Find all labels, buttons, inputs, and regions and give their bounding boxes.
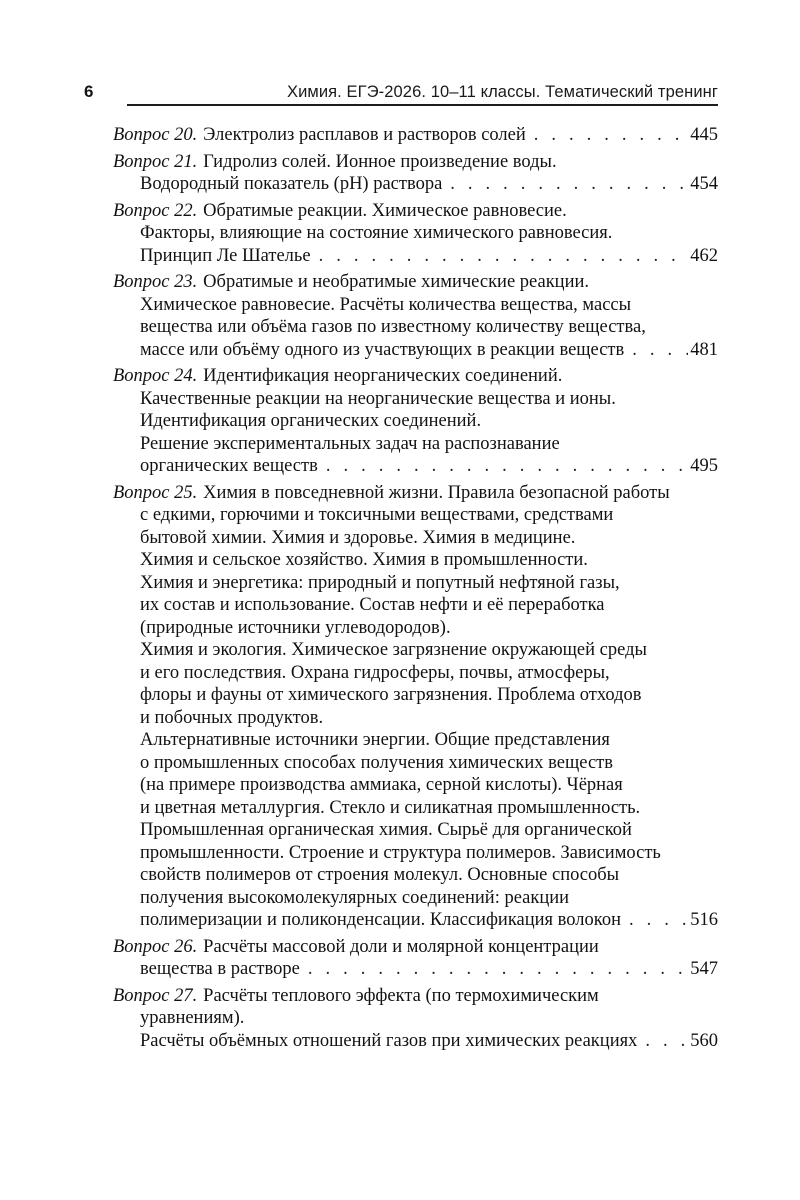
entry-text — [140, 339, 624, 362]
toc-line — [113, 797, 718, 820]
entry-line-text: и цветная металлургия. Стекло и силикатная промышленность. — [140, 797, 641, 818]
entry-text — [140, 685, 642, 705]
entry-text — [140, 618, 451, 638]
entry-text — [140, 775, 623, 795]
entry-line-text: Идентификация неорганических соединений. — [203, 366, 563, 386]
entry-label: Вопрос 26. — [113, 936, 198, 957]
toc-line — [113, 549, 718, 572]
entry-text — [140, 1008, 244, 1028]
entry-text — [140, 663, 610, 683]
toc-line — [113, 572, 718, 595]
entry-line-text: массе или объёму одного из участвующих в реакции веществ — [140, 339, 625, 360]
toc-entry — [113, 151, 718, 196]
toc-line — [113, 729, 718, 752]
entry-line-text: Принцип Ле Шателье — [140, 245, 311, 266]
entry-text — [113, 366, 562, 386]
toc-line — [113, 594, 718, 617]
entry-text — [140, 888, 569, 908]
toc-line — [113, 151, 718, 174]
entry-text — [140, 411, 481, 431]
entry-text — [140, 958, 300, 981]
toc-line — [113, 958, 718, 981]
toc-line — [113, 842, 718, 865]
entry-text — [140, 753, 613, 773]
entry-text — [113, 986, 599, 1006]
toc-line — [113, 365, 718, 388]
entry-line-text: органических веществ — [140, 456, 318, 476]
entry-line-text: (природные источники углеводородов). — [140, 617, 451, 638]
header-rule — [127, 104, 718, 106]
toc-line — [113, 662, 718, 685]
entry-line-text: Качественные реакции на неорганические вещества и ионы. — [140, 388, 616, 409]
entry-line-text: полимеризации и поликонденсации. Классификация волокон — [140, 910, 621, 930]
entry-text — [140, 550, 588, 570]
toc-line — [113, 864, 718, 887]
entry-label: Вопрос 20. — [113, 125, 198, 145]
entry-line-text: их состав и использование. Состав нефти и её переработка — [140, 595, 605, 615]
entry-text — [140, 505, 613, 525]
entry-label: Вопрос 25. — [113, 482, 198, 503]
entry-line-text: бытовой химии. Химия и здоровье. Химия в медицине. — [140, 527, 576, 548]
toc-line — [113, 1007, 718, 1030]
toc-line — [113, 639, 718, 662]
entry-line-text: Расчёты теплового эффекта (по термохимическим — [203, 985, 599, 1006]
entry-text — [113, 152, 557, 172]
entry-text — [140, 909, 621, 932]
entry-line-text: вещества или объёма газов по известному количеству вещества, — [140, 317, 646, 337]
entry-text — [140, 1030, 637, 1053]
entry-line-text: и побочных продуктов. — [140, 707, 324, 728]
entry-line-text: свойств полимеров от строения молекул. Основные способы — [140, 865, 620, 885]
entry-page-number: 481 — [690, 339, 718, 360]
entry-text — [140, 865, 619, 885]
entry-text — [140, 640, 647, 660]
toc-line — [113, 819, 718, 842]
entry-line-text: и его последствия. Охрана гидросферы, почвы, атмосферы, — [140, 662, 610, 683]
entry-page-number: 547 — [690, 959, 718, 979]
page-number: 6 — [84, 82, 94, 101]
entry-label: Вопрос 27. — [113, 985, 198, 1006]
toc-line — [113, 887, 718, 910]
entry-text — [140, 245, 311, 268]
entry-text — [113, 272, 589, 292]
toc-entry — [113, 985, 718, 1053]
toc-entry — [113, 200, 718, 268]
entry-line-text: уравнениям). — [140, 1008, 245, 1028]
dot-leader — [629, 909, 688, 932]
entry-label: Вопрос 23. — [113, 272, 198, 292]
entry-line-text: Обратимые реакции. Химическое равновесие. — [203, 200, 567, 221]
toc-entry — [113, 271, 718, 361]
entry-text — [140, 389, 616, 409]
entry-line-text: Химическое равновесие. Расчёты количества вещества, массы — [140, 294, 632, 315]
dot-leader — [319, 245, 689, 268]
toc-line — [113, 707, 718, 730]
dot-leader — [632, 339, 688, 362]
toc-line — [113, 482, 718, 505]
running-title: Химия. ЕГЭ-2026. 10–11 классы. Тематический тренинг — [286, 83, 718, 101]
toc-line — [113, 294, 718, 317]
entry-text — [140, 595, 605, 615]
toc-line — [113, 433, 718, 456]
entry-page-number: 445 — [690, 125, 718, 145]
entry-text — [140, 317, 646, 337]
dot-leader — [645, 1030, 688, 1053]
toc-line — [113, 752, 718, 775]
toc-line — [113, 173, 718, 196]
entry-line-text: Электролиз расплавов и растворов солей — [203, 125, 526, 145]
dot-leader — [326, 455, 688, 478]
entry-label: Вопрос 21. — [113, 151, 198, 172]
entry-page-number: 454 — [690, 174, 718, 194]
toc-line — [113, 339, 718, 362]
toc-line — [113, 617, 718, 640]
entry-line-text: Альтернативные источники энергии. Общие представления — [140, 730, 610, 750]
entry-line-text: Химия и энергетика: природный и попутный нефтяной газы, — [140, 572, 620, 593]
toc-line — [113, 774, 718, 797]
table-of-contents — [113, 124, 718, 1052]
toc-entry — [113, 124, 718, 147]
toc-line — [113, 936, 718, 959]
entry-line-text: Химия в повседневной жизни. Правила безопасной работы — [203, 482, 670, 503]
entry-label: Вопрос 22. — [113, 200, 198, 221]
entry-line-text: Решение экспериментальных задач на распознавание — [140, 433, 560, 454]
dot-leader — [308, 958, 688, 981]
entry-line-text: Промышленная органическая химия. Сырьё для органической — [140, 820, 632, 840]
entry-line-text: Химия и сельское хозяйство. Химия в промышленности. — [140, 550, 588, 570]
toc-line — [113, 200, 718, 223]
dot-leader — [534, 124, 688, 147]
toc-line — [113, 1030, 718, 1053]
entry-text — [140, 173, 442, 196]
entry-text — [113, 937, 599, 957]
entry-line-text: Обратимые и необратимые химические реакции. — [203, 272, 590, 292]
toc-line — [113, 527, 718, 550]
toc-line — [113, 245, 718, 268]
toc-entry — [113, 482, 718, 932]
entry-text — [113, 201, 567, 221]
toc-line — [113, 455, 718, 478]
entry-line-text: Гидролиз солей. Ионное произведение воды. — [203, 151, 557, 172]
toc-line — [113, 684, 718, 707]
entry-text — [140, 820, 632, 840]
entry-line-text: Химия и экология. Химическое загрязнение окружающей среды — [140, 640, 647, 660]
entry-line-text: Расчёты массовой доли и молярной концентрации — [203, 936, 599, 957]
entry-line-text: получения высокомолекулярных соединений: реакции — [140, 887, 570, 908]
entry-page-number: 462 — [690, 245, 718, 266]
entry-label: Вопрос 24. — [113, 366, 198, 386]
entry-page-number: 516 — [690, 910, 718, 930]
entry-line-text: (на примере производства аммиака, серной кислоты). Чёрная — [140, 775, 623, 795]
entry-text — [140, 434, 560, 454]
entry-text — [113, 483, 670, 503]
entry-line-text: Факторы, влияющие на состояние химического равновесия. — [140, 223, 613, 243]
entry-text — [140, 528, 575, 548]
toc-line — [113, 410, 718, 433]
toc-line — [113, 504, 718, 527]
entry-text — [140, 573, 620, 593]
entry-text — [113, 124, 526, 147]
toc-line — [113, 316, 718, 339]
entry-line-text: промышленности. Строение и структура полимеров. Зависимость — [140, 842, 661, 863]
entry-line-text: вещества в растворе — [140, 959, 300, 979]
toc-line — [113, 271, 718, 294]
entry-page-number: 495 — [690, 456, 718, 476]
entry-line-text: с едкими, горючими и токсичными веществами, средствами — [140, 505, 614, 525]
toc-line — [113, 985, 718, 1008]
entry-line-text: Водородный показатель (pH) раствора — [140, 174, 443, 194]
entry-text — [140, 223, 612, 243]
entry-text — [140, 295, 631, 315]
entry-text — [140, 730, 610, 750]
toc-line — [113, 909, 718, 932]
toc-entry — [113, 365, 718, 478]
entry-text — [140, 798, 640, 818]
entry-line-text: Идентификация органических соединений. — [140, 411, 482, 431]
toc-line — [113, 124, 718, 147]
dot-leader — [450, 173, 688, 196]
toc-entry — [113, 936, 718, 981]
entry-page-number: 560 — [690, 1030, 718, 1051]
entry-text — [140, 843, 661, 863]
entry-text — [140, 708, 323, 728]
entry-line-text: флоры и фауны от химического загрязнения. Проблема отходов — [140, 685, 642, 705]
entry-text — [140, 455, 318, 478]
entry-line-text: Расчёты объёмных отношений газов при химических реакциях — [140, 1030, 638, 1051]
entry-line-text: о промышленных способах получения химических веществ — [140, 752, 613, 773]
toc-line — [113, 222, 718, 245]
toc-line — [113, 388, 718, 411]
